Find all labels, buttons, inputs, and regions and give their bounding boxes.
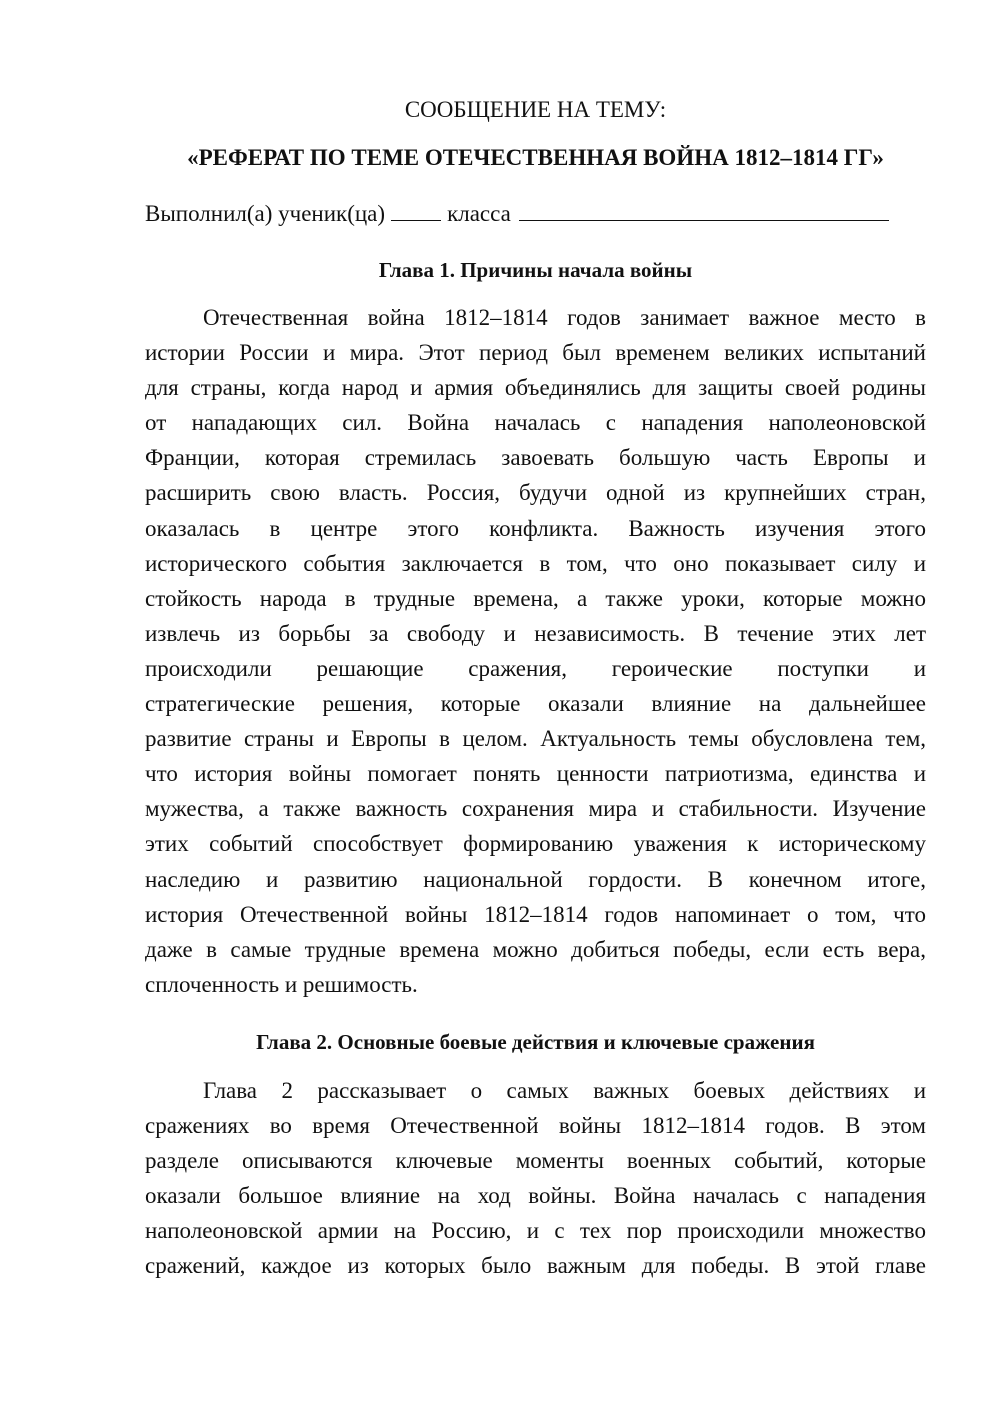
paragraph-line: происходили решающие сражения, героические поступки и: [145, 655, 926, 681]
paragraph-line: оказалась в центре этого конфликта. Важность изучения этого: [145, 515, 926, 541]
paragraph-line: наследию и развитию национальной гордости. В конечном итоге,: [145, 866, 926, 892]
paragraph-line: этих событий способствует формированию уважения к историческому: [145, 831, 926, 857]
paragraph-line: исторического события заключается в том, что оно показывает силу и: [145, 550, 926, 576]
student-label: Выполнил(а) ученик(ца): [145, 201, 386, 226]
document-title-line-1: СООБЩЕНИЕ НА ТЕМУ:: [404, 97, 667, 122]
paragraph-line: что история войны помогает понять ценности патриотизма, единства и: [145, 761, 926, 787]
class-number-blank: [391, 198, 441, 221]
paragraph-line: наполеоновской армии на Россию, и с тех пор происходили множество: [145, 1218, 926, 1244]
paragraph-line: извлечь из борьбы за свободу и независимость. В течение этих лет: [145, 620, 926, 646]
paragraph-line: стратегические решения, которые оказали влияние на дальнейшее: [145, 691, 926, 717]
paragraph-line: от нападающих сил. Война началась с нападения наполеоновской: [145, 410, 926, 436]
paragraph-line: мужества, а также важность сохранения мира и стабильности. Изучение: [145, 796, 926, 822]
paragraph-line: сражениях во время Отечественной войны 1812–1814 годов. В этом: [145, 1113, 926, 1139]
paragraph-line: истории России и мира. Этот период был временем великих испытаний: [145, 340, 926, 366]
paragraph-line: расширить свою власть. Россия, будучи одной из крупнейших стран,: [145, 480, 926, 506]
chapter-2-paragraph: [145, 1073, 926, 1284]
paragraph-line: Глава 2 рассказывает о самых важных боевых действиях и: [203, 1078, 926, 1103]
paragraph-line: развитие страны и Европы в целом. Актуальность темы обусловлена тем,: [145, 726, 926, 752]
class-label: класса: [447, 201, 511, 226]
paragraph-line: Франции, которая стремилась завоевать большую часть Европы и: [145, 445, 926, 471]
paragraph-line: стойкость народа в трудные времена, а также уроки, которые можно: [145, 585, 926, 611]
student-info-line: [145, 198, 926, 228]
chapter-2-heading: Глава 2. Основные боевые действия и ключевые сражения: [256, 1030, 815, 1054]
paragraph-line: даже в самые трудные времена можно добиться победы, если есть вера,: [145, 936, 926, 962]
paragraph-line: сплоченность и решимость.: [145, 971, 418, 997]
paragraph-line: Отечественная война 1812–1814 годов занимает важное место в: [203, 305, 926, 330]
chapter-1-heading: Глава 1. Причины начала войны: [378, 258, 693, 282]
document-title-line-2: «РЕФЕРАТ ПО ТЕМЕ ОТЕЧЕСТВЕННАЯ ВОЙНА 1812–1814 ГГ»: [187, 145, 884, 170]
chapter-1-paragraph: [145, 300, 926, 1002]
paragraph-line: сражений, каждое из которых было важным для победы. В этой главе: [145, 1253, 926, 1279]
paragraph-line: разделе описываются ключевые моменты военных событий, которые: [145, 1148, 926, 1174]
paragraph-line: оказали большое влияние на ход войны. Война началась с нападения: [145, 1183, 926, 1209]
paragraph-line: история Отечественной войны 1812–1814 годов напоминает о том, что: [145, 901, 926, 927]
paragraph-line: для страны, когда народ и армия объединялись для защиты своей родины: [145, 375, 926, 401]
student-name-blank: [519, 198, 889, 221]
